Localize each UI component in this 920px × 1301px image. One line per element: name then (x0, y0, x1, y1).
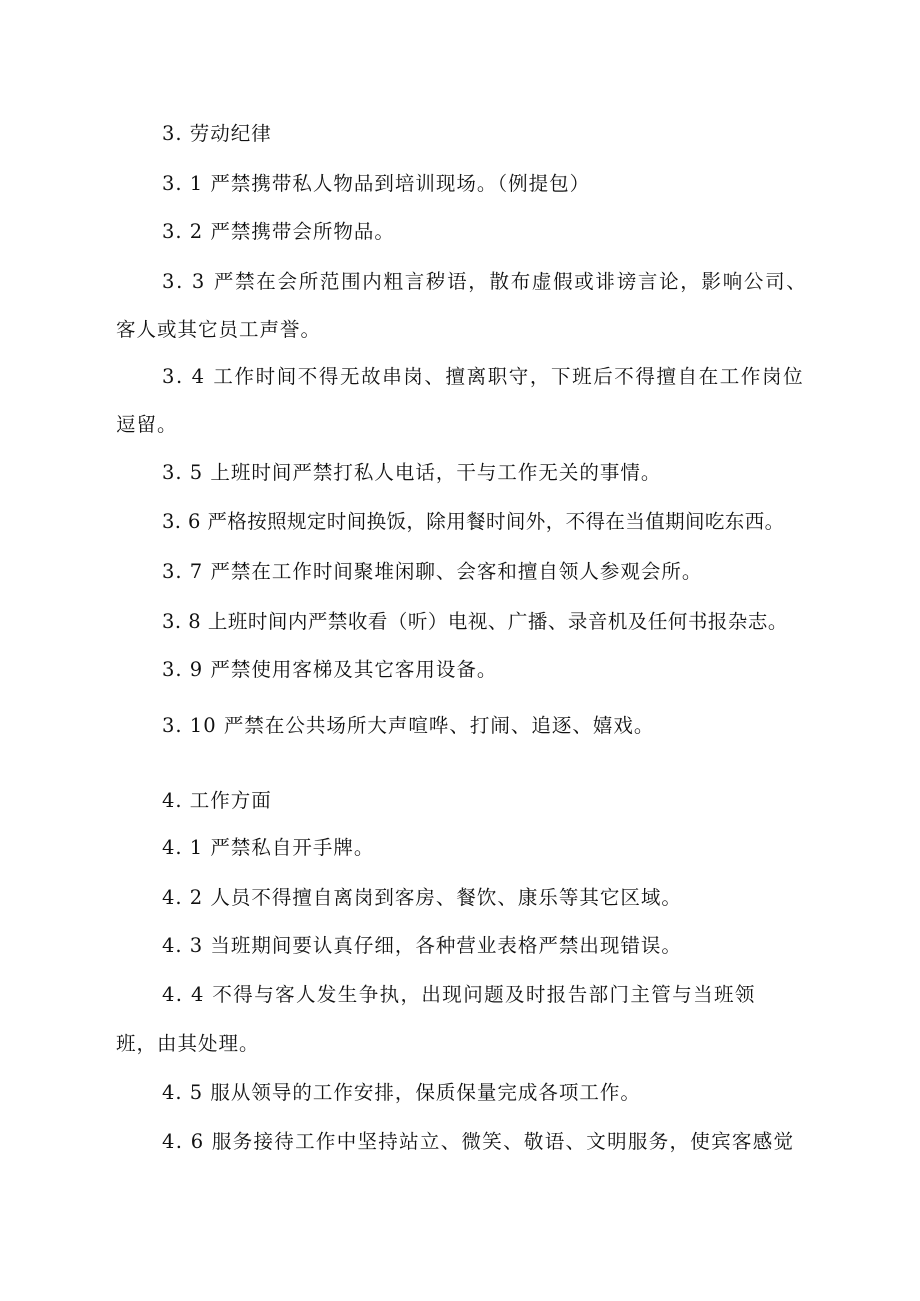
rule-3-7: 3. 7 严禁在工作时间聚堆闲聊、会客和擅自领人参观会所。 (162, 560, 703, 583)
rule-3-2: 3. 2 严禁携带会所物品。 (162, 220, 395, 243)
rule-3-10: 3. 10 严禁在公共场所大声喧哗、打闹、追逐、嬉戏。 (162, 714, 655, 737)
rule-3-4: 3. 4 工作时间不得无故串岗、擅离职守，下班后不得擅自在工作岗位 (162, 365, 805, 388)
rule-4-6: 4. 6 服务接待工作中坚持站立、微笑、敬语、文明服务，使宾客感觉 (162, 1130, 795, 1153)
rule-3-4-continuation: 逗留。 (116, 413, 178, 436)
rule-3-3-continuation: 客人或其它员工声誉。 (116, 318, 322, 341)
rule-3-9: 3. 9 严禁使用客梯及其它客用设备。 (162, 658, 498, 681)
rule-3-3: 3. 3 严禁在会所范围内粗言秽语，散布虚假或诽谤言论，影响公司、 (162, 270, 808, 293)
rule-3-6: 3. 6 严格按照规定时间换饭，除用餐时间外，不得在当值期间吃东西。 (162, 510, 785, 533)
section-3-heading: 3. 劳动纪律 (162, 122, 272, 145)
section-4-heading: 4. 工作方面 (162, 789, 272, 812)
rule-4-1: 4. 1 严禁私自开手牌。 (162, 836, 375, 859)
rule-3-8: 3. 8 上班时间内严禁收看（听）电视、广播、录音机及任何书报杂志。 (162, 610, 788, 633)
rule-3-1: 3. 1 严禁携带私人物品到培训现场。（例提包） (162, 172, 591, 195)
rule-4-4-continuation: 班，由其处理。 (116, 1032, 260, 1055)
rule-4-2: 4. 2 人员不得擅自离岗到客房、餐饮、康乐等其它区域。 (162, 886, 682, 909)
rule-3-5: 3. 5 上班时间严禁打私人电话，干与工作无关的事情。 (162, 461, 662, 484)
rule-4-4: 4. 4 不得与客人发生争执，出现问题及时报告部门主管与当班领 (162, 983, 756, 1006)
rule-4-3: 4. 3 当班期间要认真仔细，各种营业表格严禁出现错误。 (162, 934, 682, 957)
rule-4-5: 4. 5 服从领导的工作安排，保质保量完成各项工作。 (162, 1081, 641, 1104)
